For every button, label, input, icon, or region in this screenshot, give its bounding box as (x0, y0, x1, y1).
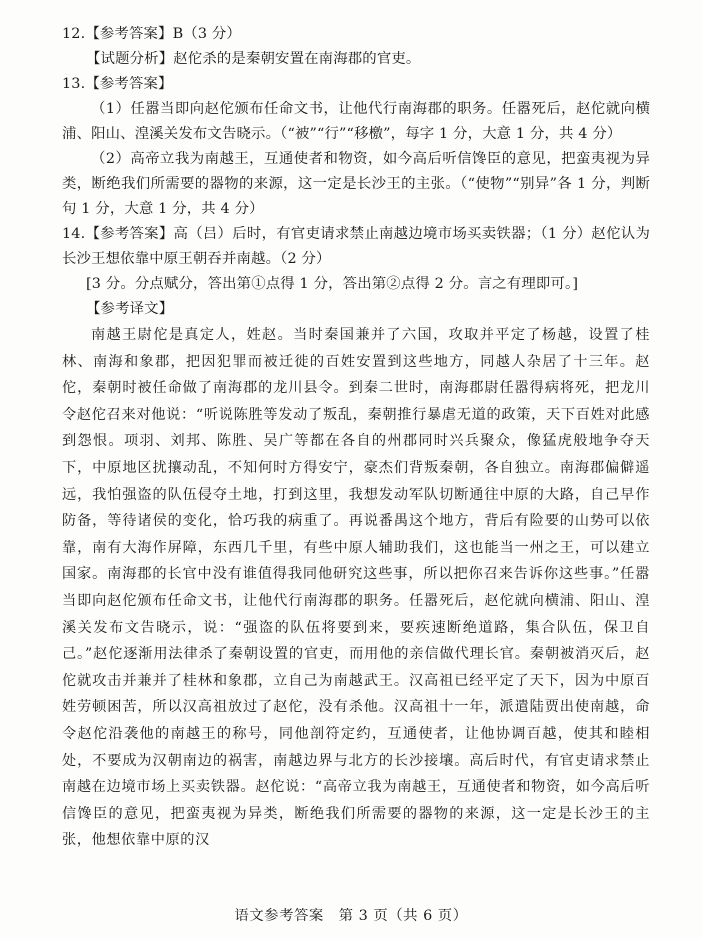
q14-answer: 14.【参考答案】高（吕）后时，有官吏请求禁止南越边境市场买卖铁器；（1 分）赵佗认为长沙王想依靠中原王朝吞并南越。（2 分） (62, 226, 650, 267)
q12-analysis: 【试题分析】赵佗杀的是秦朝安置在南海郡的官吏。 (86, 51, 421, 67)
translation-label: 【参考译文】 (86, 301, 174, 317)
q13-item-1: （1）任嚣当即向赵佗颁布任命文书，让他代行南海郡的职务。任嚣死后，赵佗就向横浦、阳山、湟溪关发布文告晓示。（“被”“行”“移檄”，每字 1 分，大意 1 分，共 4 分） (62, 101, 650, 142)
answer-content (62, 22, 650, 854)
q13-answer-label: 13.【参考答案】 (62, 76, 173, 92)
q12-answer: 12.【参考答案】B（3 分） (62, 26, 241, 42)
page-footer: 语文参考答案 第 3 页（共 6 页） (234, 908, 468, 924)
translation-text: 南越王尉佗是真定人，姓赵。当时秦国兼并了六国，攻取并平定了杨越，设置了桂林、南海和象郡，把因犯罪而被迁徙的百姓安置到这些地方，同越人杂居了十三年。赵佗，秦朝时被任命做了南海郡的龙川县令。到秦二世时，南海郡尉任嚣得病将死，把龙川令赵佗召来对他说：“听说陈胜等发动了叛乱，秦朝推行暴虐无道的政策，天下百姓对此感到怨恨。项羽、刘邦、陈胜、吴广等都在各自的州郡同时兴兵聚众，像猛虎般地争夺天下，中原地区扰攘动乱，不知何时方得安宁，豪杰们背叛秦朝，各自独立。南海郡偏僻遥远，我怕强盗的队伍侵夺土地，打到这里，我想发动军队切断通往中原的大路，自己早作防备，等待诸侯的变化，恰巧我的病重了。再说番禺这个地方，背后有险要的山势可以依靠，南有大海作屏障，东西几千里，有些中原人辅助我们，这也能当一州之王，可以建立国家。南海郡的长官中没有谁值得我同他研究这些事，所以把你召来告诉你这些事。”任嚣当即向赵佗颁布任命文书，让他代行南海郡的职务。任嚣死后，赵佗就向横浦、阳山、湟溪关发布文告晓示，说：“强盗的队伍将要到来，要疾速断绝道路，集合队伍，保卫自己。”赵佗逐渐用法律杀了秦朝设置的官吏，而用他的亲信做代理长官。秦朝被消灭后，赵佗就攻击并兼并了桂林和象郡，立自己为南越武王。汉高祖已经平定了天下，因为中原百姓劳顿困苦，所以汉高祖放过了赵佗，没有杀他。汉高祖十一年，派遣陆贾出使南越，命令赵佗沿袭他的南越王的称号，同他剖符定约，互通使者，让他协调百越，使其和睦相处，不要成为汉朝南边的祸害，南越边界与北方的长沙接壤。高后时代，有官吏请求禁止南越在边境市场上买卖铁器。赵佗说：“高帝立我为南越王，互通使者和物资，如今高后听信馋臣的意见，把蛮夷视为异类，断绝我们所需要的器物的来源，这一定是长沙王的主张，他想依靠中原的汉 (62, 327, 650, 849)
q14-scoring: [3 分。分点赋分，答出第①点得 1 分，答出第②点得 2 分。言之有理即可。] (86, 276, 579, 292)
q13-item-2: （2）高帝立我为南越王，互通使者和物资，如今高后听信馋臣的意见，把蛮夷视为异类，断绝我们所需要的器物的来源，这一定是长沙王的主张。（“使物”“别异”各 1 分，判断句 1 分，大意 1 分，共 4 分） (62, 151, 650, 217)
